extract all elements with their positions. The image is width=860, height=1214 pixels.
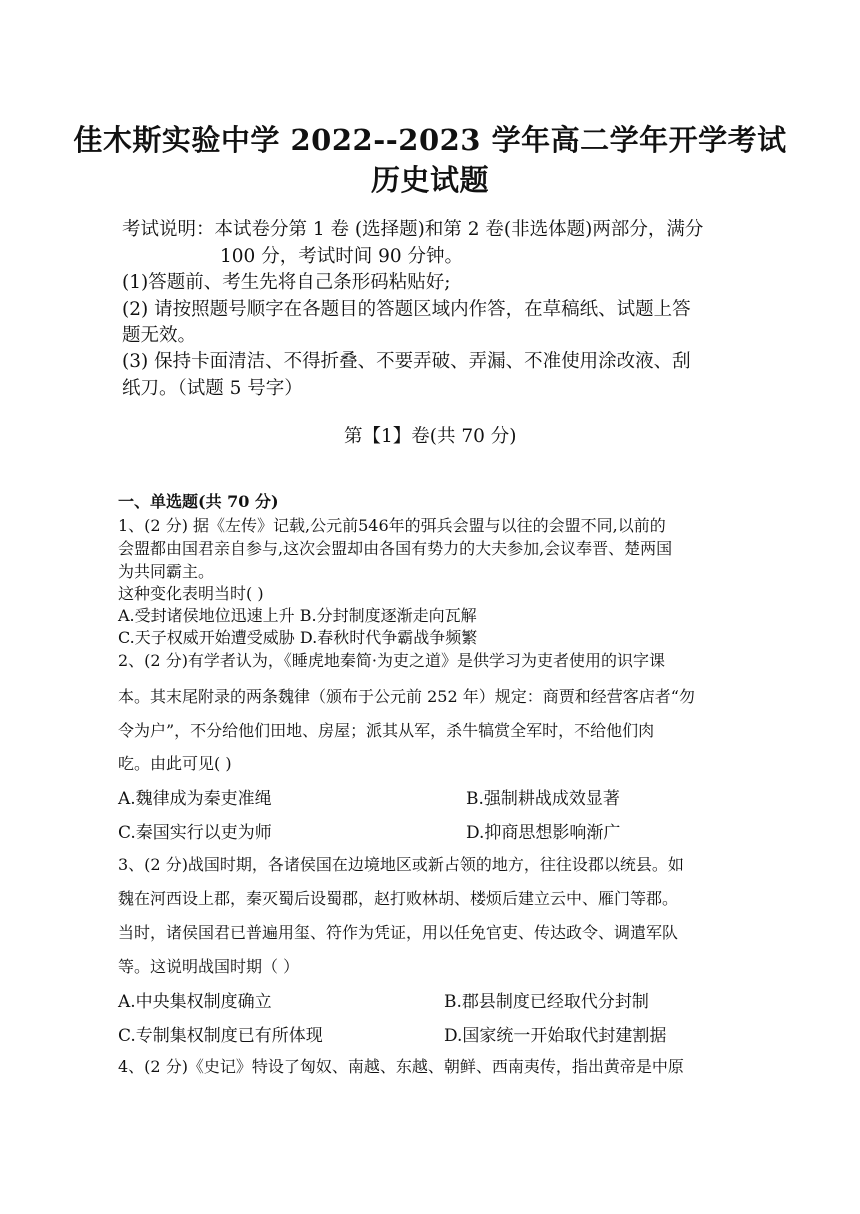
q3-line1: 3、(2 分)战国时期，各诸侯国在边境地区或新占领的地方，往往设郡以统县。如 (118, 855, 684, 874)
q1-line3: 为共同霸主。 (118, 562, 215, 581)
q1-options-cd: C.天子权威开始遭受威胁 D.春秋时代争霸战争频繁 (118, 628, 478, 647)
instruction-item-2b: 题无效。 (122, 325, 197, 346)
q1-stem: 这种变化表明当时( ) (118, 584, 264, 603)
instruction-item-3a: (3) 保持卡面清洁、不得折叠、不要弄破、弄漏、不准使用涂改液、刮 (122, 351, 691, 372)
q3-option-d: D.国家统一开始取代封建割据 (444, 1026, 667, 1046)
instructions-line2: 100 分，考试时间 90 分钟。 (220, 246, 463, 267)
q2-option-b: B.强制耕战成效显著 (466, 789, 620, 809)
q3-line4: 等。这说明战国时期（ ） (118, 957, 300, 976)
q2-option-c: C.秦国实行以吏为师 (118, 823, 272, 843)
part-title: 一、单选题(共 70 分) (118, 492, 279, 511)
section-title: 第【1】卷(共 70 分) (344, 426, 517, 447)
q2-line4: 吃。由此可见( ) (118, 754, 232, 773)
q3-option-a: A.中央集权制度确立 (118, 992, 272, 1012)
q1-line2: 会盟都由国君亲自参与,这次会盟却由各国有势力的大夫参加,会议奉晋、楚两国 (118, 539, 673, 558)
q2-line1: 2、(2 分)有学者认为，《睡虎地秦简·为吏之道》是供学习为吏者使用的识字课 (118, 651, 666, 670)
q2-option-a: A.魏律成为秦吏准绳 (118, 789, 272, 809)
q1-options-ab: A.受封诸侯地位迅速上升 B.分封制度逐渐走向瓦解 (118, 606, 477, 625)
exam-title-line1: 佳木斯实验中学 2022--2023 学年高二学年开学考试 (73, 123, 787, 157)
instruction-item-1: (1)答题前、考生先将自己条形码粘贴好; (122, 272, 451, 293)
q3-line2: 魏在河西设上郡，秦灭蜀后设蜀郡，赵打败林胡、楼烦后建立云中、雁门等郡。 (118, 889, 679, 908)
instruction-item-2a: (2) 请按照题号顺字在各题目的答题区域内作答，在草稿纸、试题上答 (122, 299, 691, 320)
q4-line1: 4、(2 分)《史记》特设了匈奴、南越、东越、朝鲜、西南夷传，指出黄帝是中原 (118, 1057, 684, 1076)
instructions-line1: 考试说明：本试卷分第 1 卷 (选择题)和第 2 卷(非选体题)两部分，满分 (122, 219, 704, 240)
q3-option-b: B.郡县制度已经取代分封制 (444, 992, 649, 1012)
q3-option-c: C.专制集权制度已有所体现 (118, 1026, 323, 1046)
exam-title-line2: 历史试题 (370, 163, 489, 197)
q2-option-d: D.抑商思想影响渐广 (466, 823, 621, 843)
q2-line2: 本。其末尾附录的两条魏律（颁布于公元前 252 年）规定：商贾和经营客店者“勿 (118, 687, 695, 706)
q1-line1: 1、(2 分) 据《左传》记载,公元前546年的弭兵会盟与以往的会盟不同,以前的 (118, 516, 666, 535)
instruction-item-3b: 纸刀。（试题 5 号字） (122, 378, 303, 399)
q2-line3: 令为户”，不分给他们田地、房屋；派其从军，杀牛犒赏全军时，不给他们肉 (118, 721, 655, 740)
q3-line3: 当时，诸侯国君已普遍用玺、符作为凭证，用以任免官吏、传达政令、调遣军队 (118, 923, 679, 942)
